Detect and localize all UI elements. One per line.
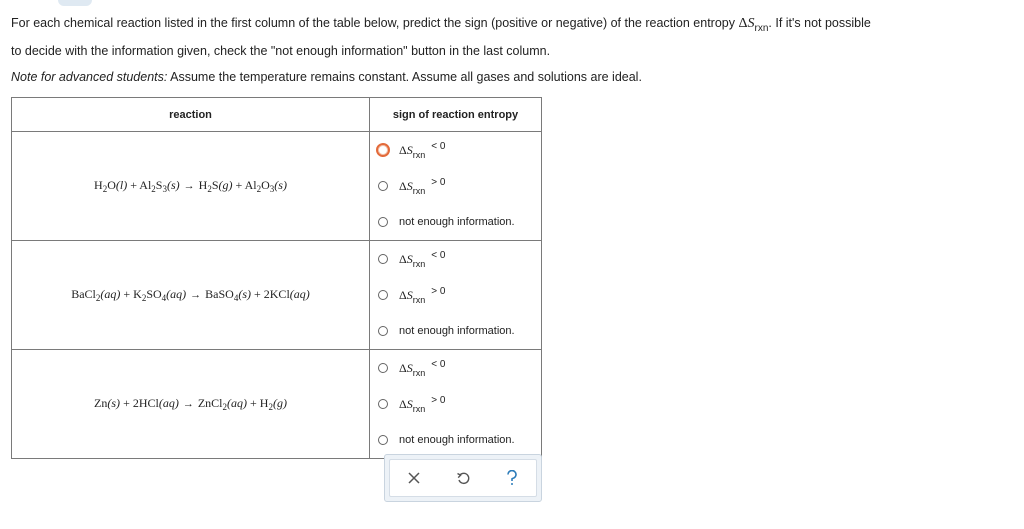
formula-text: + 2HCl [120, 396, 159, 410]
option-label: not enough information. [399, 216, 515, 228]
phase-label: (aq) [227, 396, 248, 410]
comparison: < 0 [431, 249, 446, 261]
entropy-symbol: $\Delta S_{rxn}$ [399, 178, 426, 196]
reaction-row [12, 132, 542, 241]
radio-button[interactable] [378, 326, 388, 336]
column-header-reaction: reaction [12, 98, 370, 132]
phase-label: (g) [218, 178, 233, 192]
subscript: 2 [207, 184, 212, 194]
subscript: 3 [162, 184, 167, 194]
instructions-note [11, 66, 1011, 88]
entropy-symbol: $\Delta S_{rxn}$ [399, 287, 426, 305]
instructions-line1 [11, 12, 1011, 40]
subscript: 2 [102, 184, 108, 194]
formula-text: H [198, 178, 208, 192]
radio-button[interactable] [378, 399, 388, 409]
formula-text: S [155, 178, 163, 192]
subscript: 2 [151, 184, 156, 194]
reaction-arrow: → [183, 180, 195, 192]
option-entropy-negative[interactable] [370, 132, 541, 168]
radio-button[interactable] [378, 217, 388, 227]
formula-text: S [211, 178, 219, 192]
phase-label: (g) [272, 396, 287, 410]
reaction-row [12, 241, 542, 350]
option-entropy-negative[interactable] [370, 241, 541, 277]
phase-label: (s) [107, 396, 121, 410]
reaction-arrow: → [190, 289, 202, 301]
sign-options [370, 350, 542, 459]
option-entropy-positive[interactable] [370, 168, 541, 204]
help-icon [506, 470, 518, 486]
undo-icon [456, 471, 470, 485]
comparison: > 0 [431, 176, 446, 188]
radio-button[interactable] [376, 143, 390, 157]
phase-label: (s) [166, 178, 180, 192]
subscript: 2 [256, 184, 262, 194]
tab-nub [58, 0, 92, 6]
formula-text: H [94, 178, 103, 192]
radio-button[interactable] [378, 435, 388, 445]
option-entropy-positive[interactable] [370, 277, 541, 313]
formula-text: + K [120, 287, 142, 301]
phase-label: (l) [115, 178, 128, 192]
comparison: < 0 [431, 140, 446, 152]
formula-text: + Al [127, 178, 152, 192]
instructions-line2: to decide with the information given, check the "not enough information" button in the last column. [11, 44, 551, 58]
formula-text: + Al [232, 178, 257, 192]
phase-label: (s) [274, 178, 287, 192]
option-not-enough-info[interactable] [370, 313, 541, 349]
formula-text: O [107, 178, 116, 192]
subscript: 4 [233, 293, 239, 303]
note-label: Note for advanced students: [11, 70, 168, 84]
instructions-text-b: . If it's not possible [768, 16, 871, 30]
reaction-table [11, 97, 542, 459]
toolbar-inner [389, 459, 537, 497]
phase-label: (s) [238, 287, 251, 301]
reaction-arrow: → [182, 398, 194, 410]
entropy-symbol: $\Delta S_{rxn}$ [738, 16, 769, 34]
close-icon [408, 472, 420, 484]
reaction-row [12, 350, 542, 459]
formula-text: O [261, 178, 270, 192]
comparison: > 0 [431, 285, 446, 297]
help-button[interactable] [497, 463, 527, 493]
phase-label: (aq) [100, 287, 121, 301]
answer-toolbar [384, 454, 542, 502]
formula-text: ZnCl [197, 396, 223, 410]
instructions-text-a: For each chemical reaction listed in the first column of the table below, predict the sign (positive or negative) of the reaction entropy [11, 16, 735, 30]
radio-button[interactable] [378, 254, 388, 264]
radio-button[interactable] [378, 181, 388, 191]
entropy-symbol: $\Delta S_{rxn}$ [399, 251, 426, 269]
entropy-symbol: $\Delta S_{rxn}$ [399, 360, 426, 378]
option-label: not enough information. [399, 434, 515, 446]
formula-text: BaCl [71, 287, 96, 301]
reaction-equation [12, 132, 370, 241]
comparison: < 0 [431, 358, 446, 370]
formula-text: + 2KCl [251, 287, 290, 301]
column-header-sign: sign of reaction entropy [370, 98, 542, 132]
undo-button[interactable] [448, 463, 478, 493]
entropy-symbol: $\Delta S_{rxn}$ [399, 396, 426, 414]
subscript: 4 [161, 293, 167, 303]
formula-text: + H [247, 396, 269, 410]
entropy-symbol: $\Delta S_{rxn}$ [399, 142, 426, 160]
subscript: 2 [268, 402, 273, 412]
option-entropy-negative[interactable] [370, 350, 541, 386]
clear-button[interactable] [399, 463, 429, 493]
radio-button[interactable] [378, 290, 388, 300]
option-not-enough-info[interactable] [370, 422, 541, 458]
reaction-equation [12, 241, 370, 350]
subscript: 3 [269, 184, 275, 194]
option-label: not enough information. [399, 325, 515, 337]
comparison: > 0 [431, 394, 446, 406]
phase-label: (aq) [166, 287, 187, 301]
option-not-enough-info[interactable] [370, 204, 541, 240]
phase-label: (aq) [289, 287, 310, 301]
subscript: 2 [95, 293, 101, 303]
formula-text: SO [146, 287, 162, 301]
formula-text: BaSO [205, 287, 234, 301]
radio-button[interactable] [378, 363, 388, 373]
phase-label: (aq) [158, 396, 179, 410]
reaction-equation [12, 350, 370, 459]
formula-text: Zn [94, 396, 108, 410]
option-entropy-positive[interactable] [370, 386, 541, 422]
sign-options [370, 132, 542, 241]
instructions [11, 12, 1011, 88]
note-text: Assume the temperature remains constant. Assume all gases and solutions are ideal. [167, 70, 642, 84]
subscript: 2 [141, 293, 147, 303]
sign-options [370, 241, 542, 350]
subscript: 2 [222, 402, 228, 412]
